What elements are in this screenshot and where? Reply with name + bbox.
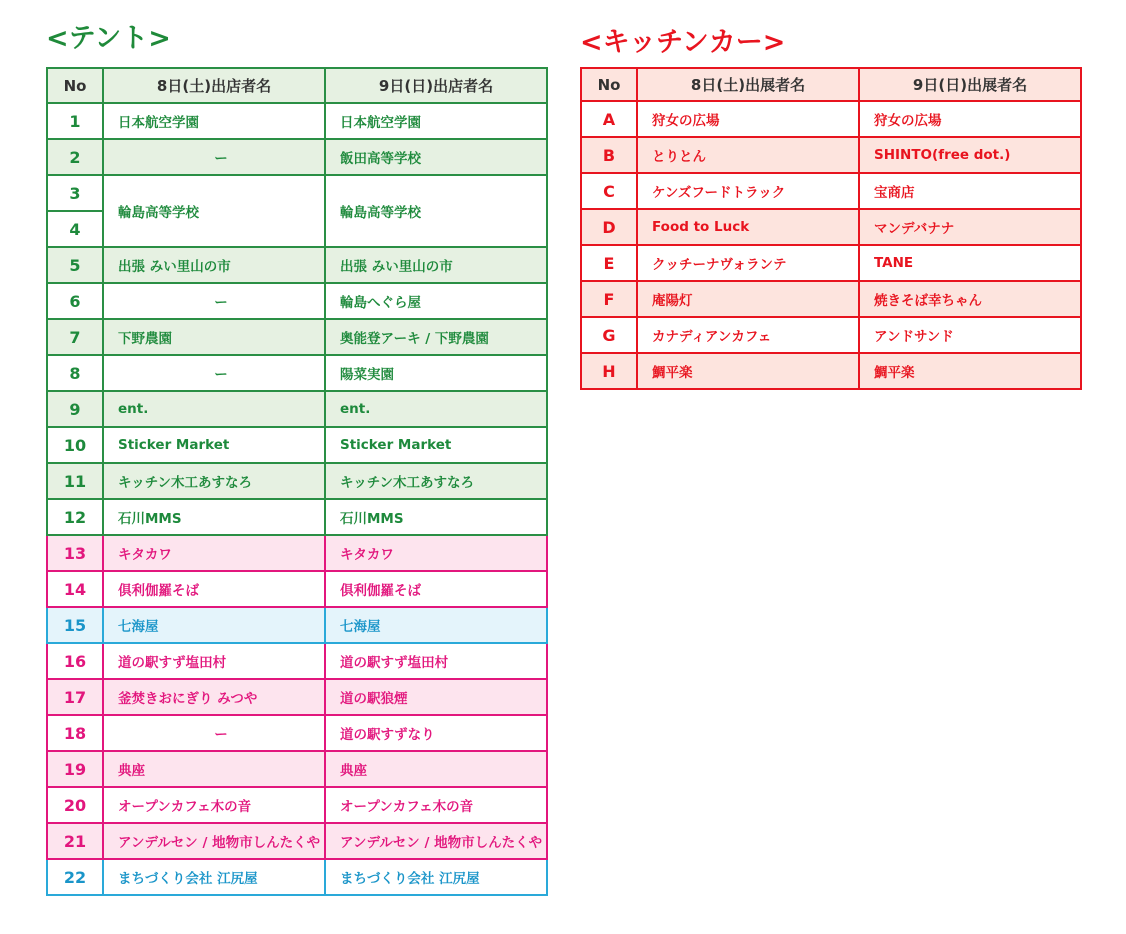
- row-letter: C: [581, 173, 637, 209]
- exhibitor-day1: 鯛平楽: [637, 353, 859, 389]
- row-number: 8: [47, 355, 103, 391]
- table-row: [47, 247, 547, 283]
- exhibitor-day2: 日本航空学園: [325, 103, 547, 139]
- exhibitor-day1: ー: [103, 139, 325, 175]
- exhibitor-day1: キタカワ: [103, 535, 325, 571]
- table-row: [581, 281, 1081, 317]
- exhibitor-day2: SHINTO(free dot.): [859, 137, 1081, 173]
- row-number: 10: [47, 427, 103, 463]
- table-row: [47, 751, 547, 787]
- row-number: 6: [47, 283, 103, 319]
- exhibitor-day1: 輪島高等学校: [103, 175, 325, 247]
- exhibitor-day2: 狩女の広場: [859, 101, 1081, 137]
- row-number: 4: [47, 211, 103, 247]
- row-number: 16: [47, 643, 103, 679]
- row-number: 2: [47, 139, 103, 175]
- column-header-no: No: [581, 68, 637, 101]
- table-row: [47, 787, 547, 823]
- exhibitor-day2: 鯛平楽: [859, 353, 1081, 389]
- exhibitor-day2: 焼きそば幸ちゃん: [859, 281, 1081, 317]
- table-row: [47, 535, 547, 571]
- kitchen-car-section-title: <キッチンカー>: [580, 27, 786, 58]
- column-header-day1: 8日(土)出展者名: [637, 68, 859, 101]
- table-row: [47, 607, 547, 643]
- row-letter: A: [581, 101, 637, 137]
- column-header-day2: 9日(日)出店者名: [325, 68, 547, 103]
- exhibitor-day1: キッチン木工あすなろ: [103, 463, 325, 499]
- exhibitor-day2: TANE: [859, 245, 1081, 281]
- exhibitor-day2: 出張 みい里山の市: [325, 247, 547, 283]
- exhibitor-day1: まちづくり会社 江尻屋: [103, 859, 325, 895]
- row-number: 3: [47, 175, 103, 211]
- row-number: 9: [47, 391, 103, 427]
- exhibitor-day2: マンデバナナ: [859, 209, 1081, 245]
- exhibitor-day2: 道の駅狼煙: [325, 679, 547, 715]
- table-row: [47, 571, 547, 607]
- exhibitor-day1: 出張 みい里山の市: [103, 247, 325, 283]
- exhibitor-day2: 奥能登アーキ / 下野農園: [325, 319, 547, 355]
- exhibitor-day2: 輪島へぐら屋: [325, 283, 547, 319]
- row-number: 21: [47, 823, 103, 859]
- exhibitor-day2: 飯田高等学校: [325, 139, 547, 175]
- table-row: [47, 175, 547, 211]
- column-header-day2: 9日(日)出展者名: [859, 68, 1081, 101]
- exhibitor-day1: ー: [103, 355, 325, 391]
- table-row: [581, 173, 1081, 209]
- exhibitor-day2: キタカワ: [325, 535, 547, 571]
- exhibitor-day1: オープンカフェ木の音: [103, 787, 325, 823]
- table-row: [47, 859, 547, 895]
- table-row: [581, 101, 1081, 137]
- exhibitor-day2: まちづくり会社 江尻屋: [325, 859, 547, 895]
- row-letter: B: [581, 137, 637, 173]
- row-letter: H: [581, 353, 637, 389]
- exhibitor-day2: Sticker Market: [325, 427, 547, 463]
- table-row: [47, 643, 547, 679]
- table-row: [47, 283, 547, 319]
- exhibitor-day1: 倶利伽羅そば: [103, 571, 325, 607]
- exhibitor-day1: Food to Luck: [637, 209, 859, 245]
- row-letter: G: [581, 317, 637, 353]
- table-row: [47, 103, 547, 139]
- exhibitor-day1: Sticker Market: [103, 427, 325, 463]
- column-header-day1: 8日(土)出店者名: [103, 68, 325, 103]
- exhibitor-day2: 宝商店: [859, 173, 1081, 209]
- table-row: [581, 317, 1081, 353]
- table-header-row: [47, 68, 547, 103]
- exhibitor-day1: 道の駅すず塩田村: [103, 643, 325, 679]
- exhibitor-day1: 典座: [103, 751, 325, 787]
- exhibitor-day1: とりとん: [637, 137, 859, 173]
- exhibitor-day1: カナディアンカフェ: [637, 317, 859, 353]
- row-number: 11: [47, 463, 103, 499]
- row-number: 1: [47, 103, 103, 139]
- exhibitor-day2: 道の駅すず塩田村: [325, 643, 547, 679]
- table-row: [581, 245, 1081, 281]
- tent-section-title: <テント>: [46, 23, 171, 54]
- exhibitor-day1: ケンズフードトラック: [637, 173, 859, 209]
- exhibitor-day2: 典座: [325, 751, 547, 787]
- exhibitor-day2: 道の駅すずなり: [325, 715, 547, 751]
- table-row: [47, 355, 547, 391]
- table-row: [47, 319, 547, 355]
- exhibitor-day2: アンデルセン / 地物市しんたくや: [325, 823, 547, 859]
- exhibitor-day2: オープンカフェ木の音: [325, 787, 547, 823]
- exhibitor-day2: 輪島高等学校: [325, 175, 547, 247]
- row-number: 5: [47, 247, 103, 283]
- exhibitor-day1: 日本航空学園: [103, 103, 325, 139]
- exhibitor-day2: 陽菜実園: [325, 355, 547, 391]
- table-row: [47, 427, 547, 463]
- exhibitor-day1: 釜焚きおにぎり みつや: [103, 679, 325, 715]
- tent-exhibitor-table: [46, 67, 548, 896]
- column-header-no: No: [47, 68, 103, 103]
- kitchen-car-exhibitor-table: [580, 67, 1082, 390]
- exhibitor-day1: 七海屋: [103, 607, 325, 643]
- row-letter: E: [581, 245, 637, 281]
- exhibitor-day2: 七海屋: [325, 607, 547, 643]
- row-number: 17: [47, 679, 103, 715]
- table-row: [581, 137, 1081, 173]
- table-row: [47, 391, 547, 427]
- row-number: 19: [47, 751, 103, 787]
- exhibitor-day2: 石川MMS: [325, 499, 547, 535]
- exhibitor-day1: 下野農園: [103, 319, 325, 355]
- exhibitor-day1: ent.: [103, 391, 325, 427]
- row-number: 22: [47, 859, 103, 895]
- exhibitor-day2: キッチン木工あすなろ: [325, 463, 547, 499]
- table-row: [47, 499, 547, 535]
- row-number: 12: [47, 499, 103, 535]
- row-letter: F: [581, 281, 637, 317]
- exhibitor-day2: アンドサンド: [859, 317, 1081, 353]
- row-number: 7: [47, 319, 103, 355]
- exhibitor-day1: クッチーナヴォランテ: [637, 245, 859, 281]
- table-row: [47, 823, 547, 859]
- table-row: [581, 209, 1081, 245]
- row-number: 20: [47, 787, 103, 823]
- row-number: 14: [47, 571, 103, 607]
- exhibitor-day2: ent.: [325, 391, 547, 427]
- row-letter: D: [581, 209, 637, 245]
- exhibitor-day1: 石川MMS: [103, 499, 325, 535]
- table-row: [47, 463, 547, 499]
- table-row: [47, 715, 547, 751]
- exhibitor-day1: 庵陽灯: [637, 281, 859, 317]
- table-row: [47, 139, 547, 175]
- table-row: [581, 353, 1081, 389]
- row-number: 15: [47, 607, 103, 643]
- table-row: [47, 679, 547, 715]
- exhibitor-day2: 倶利伽羅そば: [325, 571, 547, 607]
- exhibitor-day1: アンデルセン / 地物市しんたくや: [103, 823, 325, 859]
- exhibitor-day1: ー: [103, 715, 325, 751]
- row-number: 13: [47, 535, 103, 571]
- table-header-row: [581, 68, 1081, 101]
- exhibitor-day1: ー: [103, 283, 325, 319]
- row-number: 18: [47, 715, 103, 751]
- exhibitor-day1: 狩女の広場: [637, 101, 859, 137]
